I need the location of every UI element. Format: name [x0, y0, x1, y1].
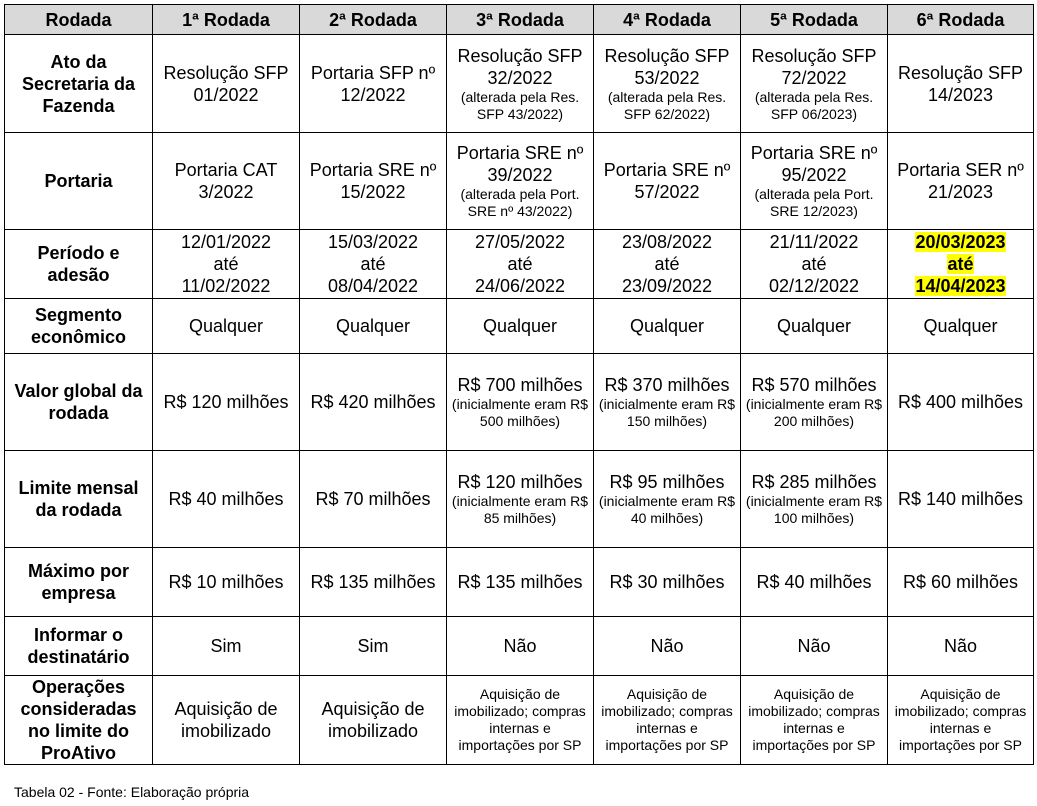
valor-cell-3: [447, 354, 594, 451]
row-destinatario: [5, 617, 1034, 676]
segmento-cell-4: Qualquer: [594, 299, 741, 354]
segmento-cell-3: Qualquer: [447, 299, 594, 354]
portaria-main: Portaria SRE nº 15/2022: [309, 160, 437, 202]
maximo-cell-3: R$ 135 milhões: [447, 548, 594, 617]
destinatario-cell-1: Sim: [153, 617, 300, 676]
periodo-start: 27/05/2022: [474, 232, 566, 252]
row-ato: [5, 35, 1034, 133]
operacoes-text: Aquisição de imobilizado; compras internas e importações por SP: [748, 686, 880, 753]
limite-cell-5: [741, 451, 888, 548]
periodo-cell-6-highlighted: [888, 230, 1034, 299]
portaria-cell-1: [153, 133, 300, 230]
ato-cell-2: [300, 35, 447, 133]
portaria-main: Portaria CAT 3/2022: [174, 160, 278, 202]
valor-note: (inicialmente eram R$ 200 milhões): [745, 396, 883, 429]
periodo-start: 15/03/2022: [327, 232, 419, 252]
row-segmento: [5, 299, 1034, 354]
limite-cell-3: [447, 451, 594, 548]
limite-main: R$ 70 milhões: [315, 489, 431, 509]
limite-main: R$ 40 milhões: [168, 489, 284, 509]
periodo-cell-2: [300, 230, 447, 299]
valor-main: R$ 370 milhões: [604, 375, 730, 395]
header-round-5: 5ª Rodada: [741, 5, 888, 35]
operacoes-cell-3: [447, 676, 594, 765]
periodo-sep: até: [947, 254, 974, 274]
valor-cell-4: [594, 354, 741, 451]
ato-main: Resolução SFP 01/2022: [163, 62, 289, 105]
destinatario-cell-4: Não: [594, 617, 741, 676]
limite-cell-1: [153, 451, 300, 548]
header-round-4: 4ª Rodada: [594, 5, 741, 35]
row-portaria: [5, 133, 1034, 230]
operacoes-cell-4: [594, 676, 741, 765]
destinatario-cell-5: Não: [741, 617, 888, 676]
limite-cell-4: [594, 451, 741, 548]
maximo-cell-2: R$ 135 milhões: [300, 548, 447, 617]
periodo-end: 11/02/2022: [181, 276, 271, 296]
ato-note: (alterada pela Res. SFP 62/2022): [607, 88, 727, 122]
periodo-end: 08/04/2022: [327, 276, 419, 296]
header-round-3: 3ª Rodada: [447, 5, 594, 35]
periodo-sep: até: [801, 254, 827, 274]
portaria-cell-5: [741, 133, 888, 230]
portaria-main: Portaria SER nº 21/2023: [897, 160, 1024, 202]
periodo-start: 20/03/2023: [915, 232, 1006, 252]
periodo-start: 21/11/2022: [769, 232, 859, 252]
maximo-cell-6: R$ 60 milhões: [888, 548, 1034, 617]
portaria-main: Portaria SRE nº 57/2022: [603, 160, 731, 202]
maximo-cell-4: R$ 30 milhões: [594, 548, 741, 617]
row-label-operacoes: Operações consideradas no limite do ProAtivo: [5, 676, 153, 765]
ato-main: Portaria SFP nº 12/2022: [310, 62, 436, 105]
limite-note: (inicialmente eram R$ 40 milhões): [598, 493, 736, 526]
row-label-limite-mensal: Limite mensal da rodada: [5, 451, 153, 548]
periodo-cell-5: [741, 230, 888, 299]
ato-cell-1: [153, 35, 300, 133]
periodo-start: 23/08/2022: [621, 232, 713, 252]
ato-cell-3: [447, 35, 594, 133]
header-round-6: 6ª Rodada: [888, 5, 1034, 35]
limite-note: (inicialmente eram R$ 85 milhões): [451, 493, 589, 526]
valor-cell-2: [300, 354, 447, 451]
portaria-cell-3: [447, 133, 594, 230]
portaria-note: (alterada pela Port. SRE nº 43/2022): [460, 186, 580, 219]
limite-main: R$ 140 milhões: [897, 489, 1024, 509]
limite-main: R$ 285 milhões: [751, 472, 877, 492]
row-label-ato: Ato da Secretaria da Fazenda: [5, 35, 153, 133]
periodo-start: 12/01/2022: [180, 232, 272, 252]
row-valor-global: [5, 354, 1034, 451]
row-periodo: [5, 230, 1034, 299]
limite-note: (inicialmente eram R$ 100 milhões): [745, 493, 883, 526]
limite-main: R$ 120 milhões: [457, 472, 583, 492]
valor-note: (inicialmente eram R$ 150 milhões): [598, 396, 736, 429]
row-label-portaria: Portaria: [5, 133, 153, 230]
valor-main: R$ 400 milhões: [897, 392, 1024, 412]
ato-note: (alterada pela Res. SFP 06/2023): [754, 88, 874, 122]
periodo-end: 02/12/2022: [768, 276, 860, 296]
ato-cell-6: [888, 35, 1034, 133]
periodo-sep: até: [213, 254, 239, 274]
portaria-note: (alterada pela Port. SRE 12/2023): [754, 186, 874, 219]
header-row: [5, 5, 1034, 35]
operacoes-text: Aquisição de imobilizado; compras internas e importações por SP: [454, 686, 586, 753]
periodo-sep: até: [507, 254, 533, 274]
portaria-cell-4: [594, 133, 741, 230]
row-label-periodo: Período e adesão: [5, 230, 153, 299]
row-operacoes: [5, 676, 1034, 765]
operacoes-cell-1: Aquisição de imobilizado: [153, 676, 300, 765]
periodo-end: 14/04/2023: [915, 276, 1006, 296]
row-label-segmento: Segmento econômico: [5, 299, 153, 354]
maximo-cell-1: R$ 10 milhões: [153, 548, 300, 617]
periodo-cell-4: [594, 230, 741, 299]
operacoes-cell-6: [888, 676, 1034, 765]
periodo-sep: até: [654, 254, 680, 274]
segmento-cell-1: Qualquer: [153, 299, 300, 354]
ato-cell-4: [594, 35, 741, 133]
row-maximo: [5, 548, 1034, 617]
periodo-end: 24/06/2022: [474, 276, 566, 296]
ato-main: Resolução SFP 14/2023: [897, 62, 1024, 105]
limite-cell-2: [300, 451, 447, 548]
periodo-cell-1: [153, 230, 300, 299]
maximo-cell-5: R$ 40 milhões: [741, 548, 888, 617]
operacoes-cell-5: [741, 676, 888, 765]
valor-main: R$ 120 milhões: [163, 392, 289, 412]
ato-main: Resolução SFP 32/2022: [457, 45, 583, 88]
operacoes-text: Aquisição de imobilizado; compras internas e importações por SP: [894, 686, 1027, 753]
valor-cell-5: [741, 354, 888, 451]
row-label-maximo: Máximo por empresa: [5, 548, 153, 617]
row-label-valor-global: Valor global da rodada: [5, 354, 153, 451]
ato-cell-5: [741, 35, 888, 133]
row-limite-mensal: [5, 451, 1034, 548]
periodo-sep: até: [360, 254, 386, 274]
valor-note: (inicialmente eram R$ 500 milhões): [451, 396, 589, 429]
destinatario-cell-2: Sim: [300, 617, 447, 676]
proativo-rounds-table: [4, 4, 1034, 765]
portaria-cell-6: [888, 133, 1034, 230]
portaria-main: Portaria SRE nº 39/2022: [456, 143, 584, 185]
destinatario-cell-3: Não: [447, 617, 594, 676]
ato-note: (alterada pela Res. SFP 43/2022): [460, 88, 580, 122]
table-caption: Tabela 02 - Fonte: Elaboração própria: [14, 784, 250, 800]
segmento-cell-6: Qualquer: [888, 299, 1034, 354]
valor-main: R$ 420 milhões: [310, 392, 436, 412]
operacoes-cell-2: Aquisição de imobilizado: [300, 676, 447, 765]
valor-main: R$ 570 milhões: [751, 375, 877, 395]
valor-cell-1: [153, 354, 300, 451]
periodo-cell-3: [447, 230, 594, 299]
portaria-main: Portaria SRE nº 95/2022: [750, 143, 878, 185]
header-round-1: 1ª Rodada: [153, 5, 300, 35]
header-row-label: Rodada: [5, 5, 153, 35]
periodo-end: 23/09/2022: [621, 276, 713, 296]
segmento-cell-5: Qualquer: [741, 299, 888, 354]
limite-main: R$ 95 milhões: [609, 472, 725, 492]
valor-main: R$ 700 milhões: [457, 375, 583, 395]
ato-main: Resolução SFP 53/2022: [604, 45, 730, 88]
limite-cell-6: [888, 451, 1034, 548]
row-label-destinatario: Informar o destinatário: [5, 617, 153, 676]
valor-cell-6: [888, 354, 1034, 451]
operacoes-text: Aquisição de imobilizado; compras internas e importações por SP: [601, 686, 733, 753]
destinatario-cell-6: Não: [888, 617, 1034, 676]
portaria-cell-2: [300, 133, 447, 230]
header-round-2: 2ª Rodada: [300, 5, 447, 35]
ato-main: Resolução SFP 72/2022: [751, 45, 877, 88]
segmento-cell-2: Qualquer: [300, 299, 447, 354]
